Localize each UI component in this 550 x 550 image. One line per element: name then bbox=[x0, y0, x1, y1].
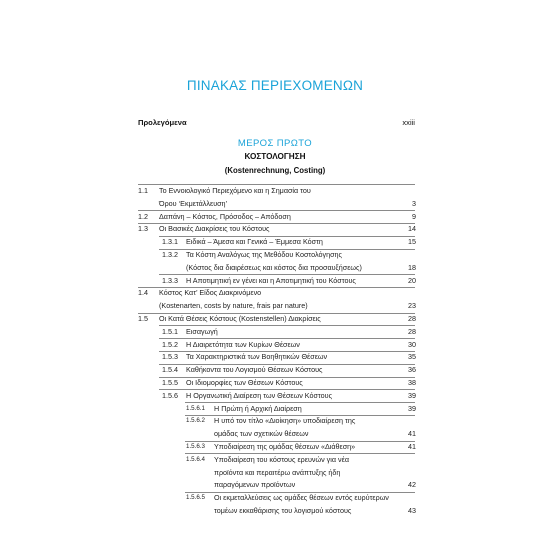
toc-entry-number: 1.1 bbox=[138, 186, 148, 195]
toc-entry-page: 43 bbox=[408, 505, 416, 515]
toc-entry-page: 28 bbox=[408, 326, 416, 336]
toc-entry-title: Δαπάνη – Κόστος, Πρόσοδος – Απόδοση bbox=[159, 211, 291, 221]
toc-entry-title: Ειδικά – Άμεσα και Γενικά – Έμμεσα Κόστη bbox=[186, 237, 323, 247]
toc-entry-page: 14 bbox=[408, 224, 416, 234]
toc-entry-title: Όρου ‘Εκμετάλλευση’ bbox=[159, 198, 228, 208]
toc-rule bbox=[138, 184, 415, 185]
toc-entry-title: Η υπό τον τίτλο «Διοίκηση» υποδιαίρεση της bbox=[214, 416, 356, 426]
toc-entry-number: 1.5.6.2 bbox=[186, 417, 205, 425]
toc-entry-number: 1.3.2 bbox=[162, 250, 178, 259]
toc-entry-title: (Κόστος δια διαιρέσεως και κόστος δια προσαυξήσεως) bbox=[186, 262, 362, 272]
toc-entry-page: 15 bbox=[408, 237, 416, 247]
toc-entry-title: τομέων εκκαθάρισης του λογισμού κόστους bbox=[214, 505, 352, 515]
toc-entry-number: 1.5.2 bbox=[162, 339, 178, 349]
toc-entry-number: 1.4 bbox=[138, 288, 148, 298]
toc-entry-title: παραγόμενων προϊόντων bbox=[214, 480, 296, 490]
toc-entry-page: 28 bbox=[408, 314, 416, 323]
toc-entry-number: 1.3 bbox=[138, 224, 148, 234]
toc-entry-number: 1.5.3 bbox=[162, 352, 178, 362]
toc-entry-page: 30 bbox=[408, 339, 416, 349]
toc-entry-title: Υποδιαίρεση του κόστους ερευνών για νέα bbox=[214, 454, 349, 464]
toc-entry-title: Η Διαιρετότητα των Κυρίων Θέσεων bbox=[186, 339, 300, 349]
toc-entry-title: Το Εννοιολογικό Περιεχόμενο και η Σημασία του bbox=[159, 186, 311, 195]
toc-entry-number: 1.2 bbox=[138, 211, 148, 221]
toc-entry-page: 9 bbox=[412, 211, 416, 221]
toc-entry-title: Η Αποτιμητική εν γένει και η Αποτιμητική του Κόστους bbox=[186, 275, 356, 285]
toc-entry[interactable] bbox=[138, 455, 416, 493]
part-title: ΜΕΡΟΣ ΠΡΩΤΟ bbox=[237, 138, 313, 149]
toc-entry-title: προϊόντα και περαιτέρω ανάπτυξης ήδη bbox=[214, 467, 341, 477]
part-subtitle-translation: (Kostenrechnung, Costing) bbox=[224, 166, 326, 175]
toc-entry-page: 42 bbox=[408, 480, 416, 490]
toc-entry-title: Τα Κόστη Αναλόγως της Μεθόδου Κοστολόγησης bbox=[186, 250, 343, 259]
toc-entry-page: 18 bbox=[408, 262, 416, 272]
toc-entry-number: 1.5.6 bbox=[162, 390, 178, 400]
toc-entry-title: Κόστος Κατ’ Είδος Διακρινόμενο bbox=[159, 288, 262, 298]
toc-entry-page: 38 bbox=[408, 378, 416, 387]
toc-entry[interactable] bbox=[138, 493, 416, 519]
part-subtitle: ΚΟΣΤΟΛΟΓΗΣΗ bbox=[244, 152, 306, 161]
toc-entry-title: Τα Χαρακτηριστικά των Βοηθητικών Θέσεων bbox=[186, 352, 328, 362]
toc-entry-number: 1.5.6.3 bbox=[186, 443, 205, 450]
toc-entry-number: 1.5.5 bbox=[162, 378, 178, 387]
toc-entry-page: 39 bbox=[408, 403, 416, 413]
toc-entry-number: 1.5.6.5 bbox=[186, 494, 205, 502]
toc-entry-title: Εισαγωγή bbox=[186, 326, 218, 336]
toc-entry-page: 35 bbox=[408, 352, 416, 362]
toc-entry-number: 1.5.1 bbox=[162, 326, 178, 336]
toc-entry[interactable] bbox=[138, 186, 416, 212]
toc-entry-title: Οι εκμεταλλεύσεις ως ομάδες θέσεων εντός ευρύτερων bbox=[214, 493, 389, 503]
toc-entry-number: 1.5.6.4 bbox=[186, 455, 205, 463]
toc-entry-number: 1.3.1 bbox=[162, 237, 178, 247]
toc-entry-page: 20 bbox=[408, 275, 416, 285]
toc-entry-title: Η Οργανωτική Διαίρεση των Θέσεων Κόστους bbox=[186, 390, 333, 400]
toc-entry-number: 1.3.3 bbox=[162, 275, 178, 285]
toc-entry-number: 1.5 bbox=[138, 314, 148, 323]
toc-entry-title: Οι Βασικές Διακρίσεις του Κόστους bbox=[159, 224, 270, 234]
toc-entry-title: (Kostenarten, costs by nature, frais par nature) bbox=[159, 301, 308, 311]
toc-entry-page: 41 bbox=[408, 429, 416, 439]
prolegomena-label: Προλεγόμενα bbox=[138, 118, 187, 127]
toc-entry-title: Οι Κατά Θέσεις Κόστους (Kostenstellen) Διακρίσεις bbox=[159, 314, 321, 323]
toc-entry-page: 39 bbox=[408, 390, 416, 400]
prolegomena-page: xxiii bbox=[402, 118, 415, 127]
toc-entry-title: Καθήκοντα του Λογισμού Θέσεων Κόστους bbox=[186, 365, 323, 375]
toc-entry[interactable] bbox=[138, 250, 416, 276]
toc-entry-page: 3 bbox=[412, 198, 416, 208]
toc-entry-title: Υποδιαίρεση της ομάδας θέσεων «Διάθεση» bbox=[214, 442, 356, 451]
toc-entry-number: 1.5.6.1 bbox=[186, 404, 205, 412]
toc-entry-title: Οι Ιδιομορφίες των Θέσεων Κόστους bbox=[186, 378, 303, 387]
toc-entry-number: 1.5.4 bbox=[162, 365, 178, 375]
toc-title: ΠΙΝΑΚΑΣ ΠΕΡΙΕΧΟΜΕΝΩΝ bbox=[186, 78, 364, 93]
toc-entry[interactable] bbox=[138, 288, 416, 314]
toc-entry-page: 23 bbox=[408, 301, 416, 311]
toc-entry-title: Η Πρώτη ή Αρχική Διαίρεση bbox=[214, 403, 302, 413]
toc-entry[interactable] bbox=[138, 416, 416, 442]
toc-entry-page: 41 bbox=[408, 442, 416, 451]
toc-entry-title: ομάδας των σχετικών θέσεων bbox=[214, 429, 309, 439]
toc-entry-page: 36 bbox=[408, 365, 416, 375]
